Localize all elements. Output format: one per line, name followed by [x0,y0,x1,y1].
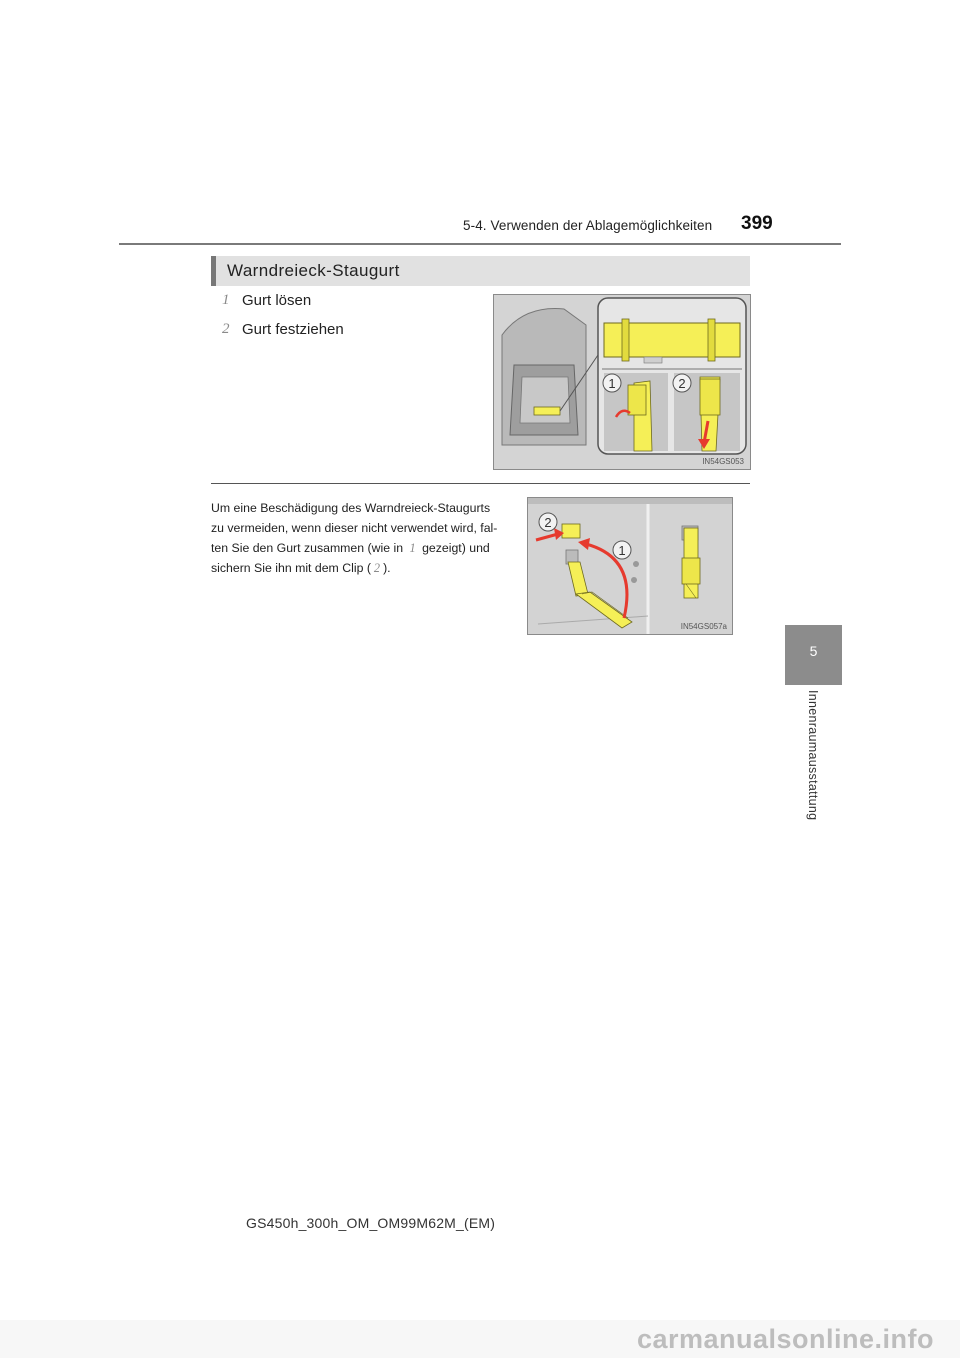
note-ref-2: 2 [373,561,381,575]
running-header: 5-4. Verwenden der Ablagemöglichkeiten [463,218,713,233]
figure-2-callout-1: 1 [618,543,626,558]
figure-1-callout-1: 1 [608,376,616,391]
note-line-4 [211,558,511,578]
note-ref-1: 1 [409,541,416,555]
note-line-3 [211,538,511,558]
figure-2-callout-2: 2 [544,515,552,530]
chapter-tab-number: 5 [809,643,818,659]
folded-strap-illustration-svg [528,498,732,634]
section-heading-bar [211,256,216,286]
figure-1-code: IN54GS053 [702,457,744,466]
note-line-3-end: gezeigt) und [422,541,490,555]
page-number: 399 [741,213,773,234]
figure-2-code: IN54GS057a [680,622,727,631]
step-number-1: 1 [222,292,230,308]
note-paragraph [211,498,511,578]
section-rule [211,483,750,484]
step-text-2: Gurt festziehen [242,321,344,338]
footer-document-code: GS450h_300h_OM_OM99M62M_(EM) [246,1215,496,1231]
chapter-tab [785,625,842,685]
note-line-4-start: sichern Sie ihn mit dem Clip ( [211,561,371,575]
note-line-1: Um eine Beschädigung des Warndreieck-Staugurts [211,501,491,515]
figure-1-callout-2: 2 [678,376,686,391]
section-title: Warndreieck-Staugurt [227,261,400,280]
section-heading [211,256,750,286]
strap-illustration-svg [494,295,750,469]
step-text-1: Gurt lösen [242,292,312,309]
note-line-4-end: ). [383,561,391,575]
note-line-2: zu vermeiden, wenn dieser nicht verwendet wird, fal- [211,521,498,535]
step-number-2: 2 [222,321,230,337]
chapter-tab-label: Innenraumausstattung [806,690,820,821]
note-line-3-start: ten Sie den Gurt zusammen (wie in [211,541,404,555]
header-rule [119,243,841,245]
folded-strap-illustration [527,497,733,635]
watermark-text: carmanualsonline.info [636,1324,934,1354]
strap-illustration [493,294,751,470]
watermark-band [0,1320,960,1358]
